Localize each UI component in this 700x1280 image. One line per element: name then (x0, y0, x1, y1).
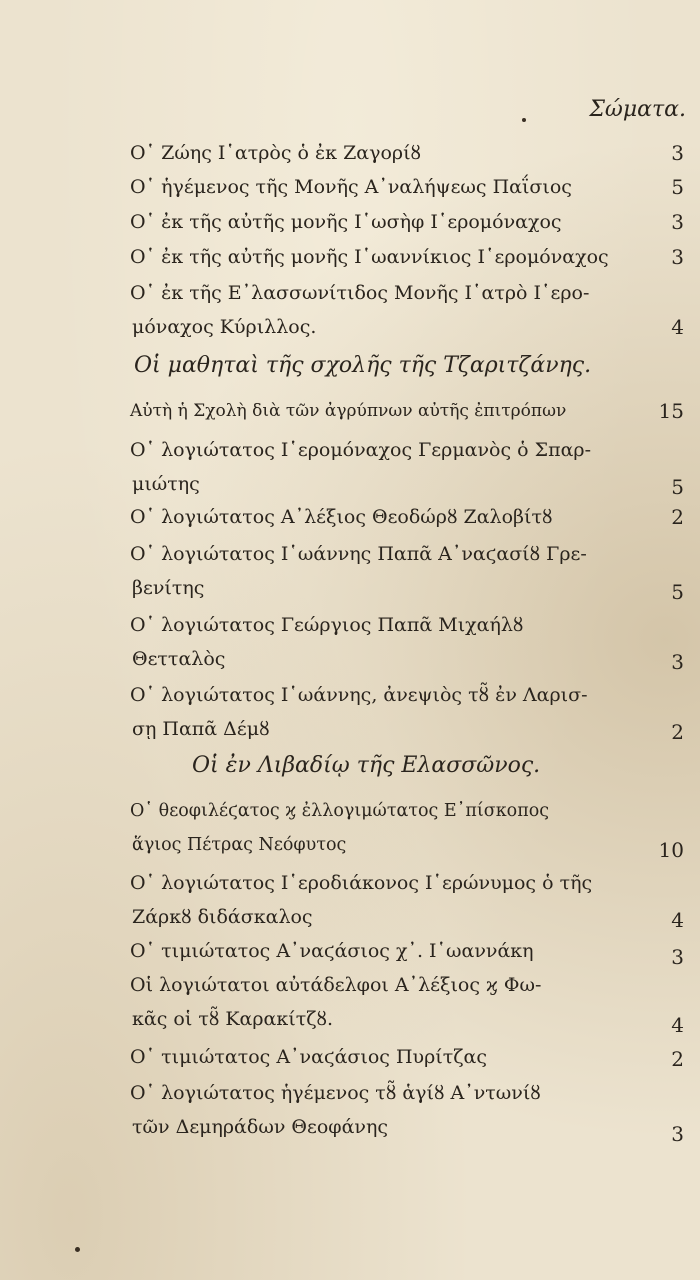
entry-number: 4 (671, 908, 684, 932)
entry-number: 4 (671, 1013, 684, 1037)
entry-line: Ο῾ ἐκ τῆς αὐτῆς μονῆς Ι῾ωσὴφ Ι῾ερομόναχος (130, 211, 562, 233)
entry-number: 3 (671, 945, 684, 969)
list-item (130, 968, 690, 1036)
list-item (130, 136, 690, 170)
list-item (130, 794, 690, 862)
entry-number: 3 (671, 141, 684, 165)
entry-line: Ο῾ λογιώτατος Ι῾ωάννης, ἀνεψιὸς τȣ̃ ἐν Λαρισ- (130, 684, 588, 706)
entry-number: 4 (671, 315, 684, 339)
entry-line: Ο῾ τιμιώτατος Α᾿ναϛάσιος Πυρίτζας (130, 1046, 487, 1068)
entry-number: 5 (671, 580, 684, 604)
entry-line: Οἱ λογιώτατοι αὐτάδελφοι Α᾿λέξιος ϗ Φω- (130, 974, 542, 996)
list-item (130, 240, 690, 274)
entry-line: κᾶς οἱ τȣ̃ Καρακίτζȣ. (132, 1008, 334, 1030)
entry-line: Ο῾ λογιώτατος Α᾿λέξιος Θεοδώρȣ Ζαλοβίτȣ (130, 506, 553, 528)
section-heading: Οἱ μαθηταὶ τῆς σχολῆς τῆς Τζαριτζάνης. (134, 353, 592, 378)
entry-line: Ο῾ θεοφιλέϛατος ϗ ἐλλογιμώτατος Ε᾿πίσκοπος (130, 801, 550, 821)
entry-line: Ο῾ τιμιώτατος Α᾿ναϛάσιος χ᾿. Ι῾ωαννάκη (130, 940, 534, 962)
ink-speck (522, 118, 526, 122)
entry-line: Ο῾ λογιώτατος Ι῾ωάννης Παπᾶ Α᾿ναϛασίȣ Γρε- (130, 543, 587, 565)
page-header: Σώματα. (589, 97, 686, 122)
entry-number: 5 (671, 475, 684, 499)
entry-number: 3 (671, 650, 684, 674)
list-item (130, 433, 690, 501)
list-item (130, 608, 690, 676)
entry-number: 3 (671, 1122, 684, 1146)
ink-speck (75, 1247, 80, 1252)
entry-number: 2 (671, 1047, 684, 1071)
entry-line: Ο῾ ἐκ τῆς αὐτῆς μονῆς Ι῾ωαννίκιος Ι῾ερομόναχος (130, 246, 609, 268)
entry-line: μόναχος Κύριλλος. (132, 316, 317, 338)
entry-line: Ο῾ ἡγέμενος τῆς Μονῆς Α᾿ναλήψεως Παΐσιος (130, 176, 572, 198)
entry-line: Ζάρκȣ διδάσκαλος (132, 906, 313, 928)
entry-number: 3 (671, 245, 684, 269)
list-item (130, 1040, 690, 1074)
list-item (130, 537, 690, 605)
entry-line: Θετταλὸς (132, 648, 226, 670)
entry-line: Ο῾ λογιώτατος Ι῾ερομόναχος Γερμανὸς ὁ Σπαρ- (130, 439, 591, 461)
entry-line: βενίτης (132, 577, 205, 599)
entry-line: Ο῾ λογιώτατος Γεώργιος Παπᾶ Μιχαήλȣ (130, 614, 524, 636)
entry-line: μιώτης (132, 473, 200, 495)
entry-line: τῶν Δεμηράδων Θεοφάνης (132, 1116, 388, 1138)
entry-line: Αὐτὴ ἡ Σχολὴ διὰ τῶν ἀγρύπνων αὐτῆς ἐπιτρόπων (130, 401, 567, 421)
entry-number: 10 (658, 838, 684, 862)
list-item (130, 394, 690, 428)
list-item (130, 866, 690, 934)
entry-line: σῃ Παπᾶ Δέμȣ (132, 718, 270, 740)
entry-line: Ο῾ ἐκ τῆς Ε᾿λασσωνίτιδος Μονῆς Ι῾ατρὸ Ι῾ερο- (130, 282, 590, 304)
section-heading: Οἱ ἐν Λιβαδίῳ τῆς Ελασσῶνος. (192, 753, 541, 778)
list-item (130, 678, 690, 746)
list-item (130, 170, 690, 204)
entry-line: Ο῾ Ζώης Ι῾ατρὸς ὁ ἐκ Ζαγορίȣ (130, 142, 422, 164)
entry-number: 2 (671, 505, 684, 529)
entry-line: Ο῾ λογιώτατος Ι῾εροδιάκονος Ι῾ερώνυμος ὁ τῆς (130, 872, 593, 894)
entry-line: Ο῾ λογιώτατος ἡγέμενος τȣ̃ ἁγίȣ Α᾿ντωνίȣ (130, 1082, 541, 1104)
entry-number: 3 (671, 210, 684, 234)
list-item (130, 276, 690, 344)
list-item (130, 500, 690, 534)
list-item (130, 934, 690, 968)
list-item (130, 1076, 690, 1144)
list-item (130, 205, 690, 239)
entry-number: 15 (658, 399, 684, 423)
entry-number: 5 (671, 175, 684, 199)
entry-number: 2 (671, 720, 684, 744)
entry-line: ἅγιος Πέτρας Νεόφυτος (132, 835, 347, 855)
